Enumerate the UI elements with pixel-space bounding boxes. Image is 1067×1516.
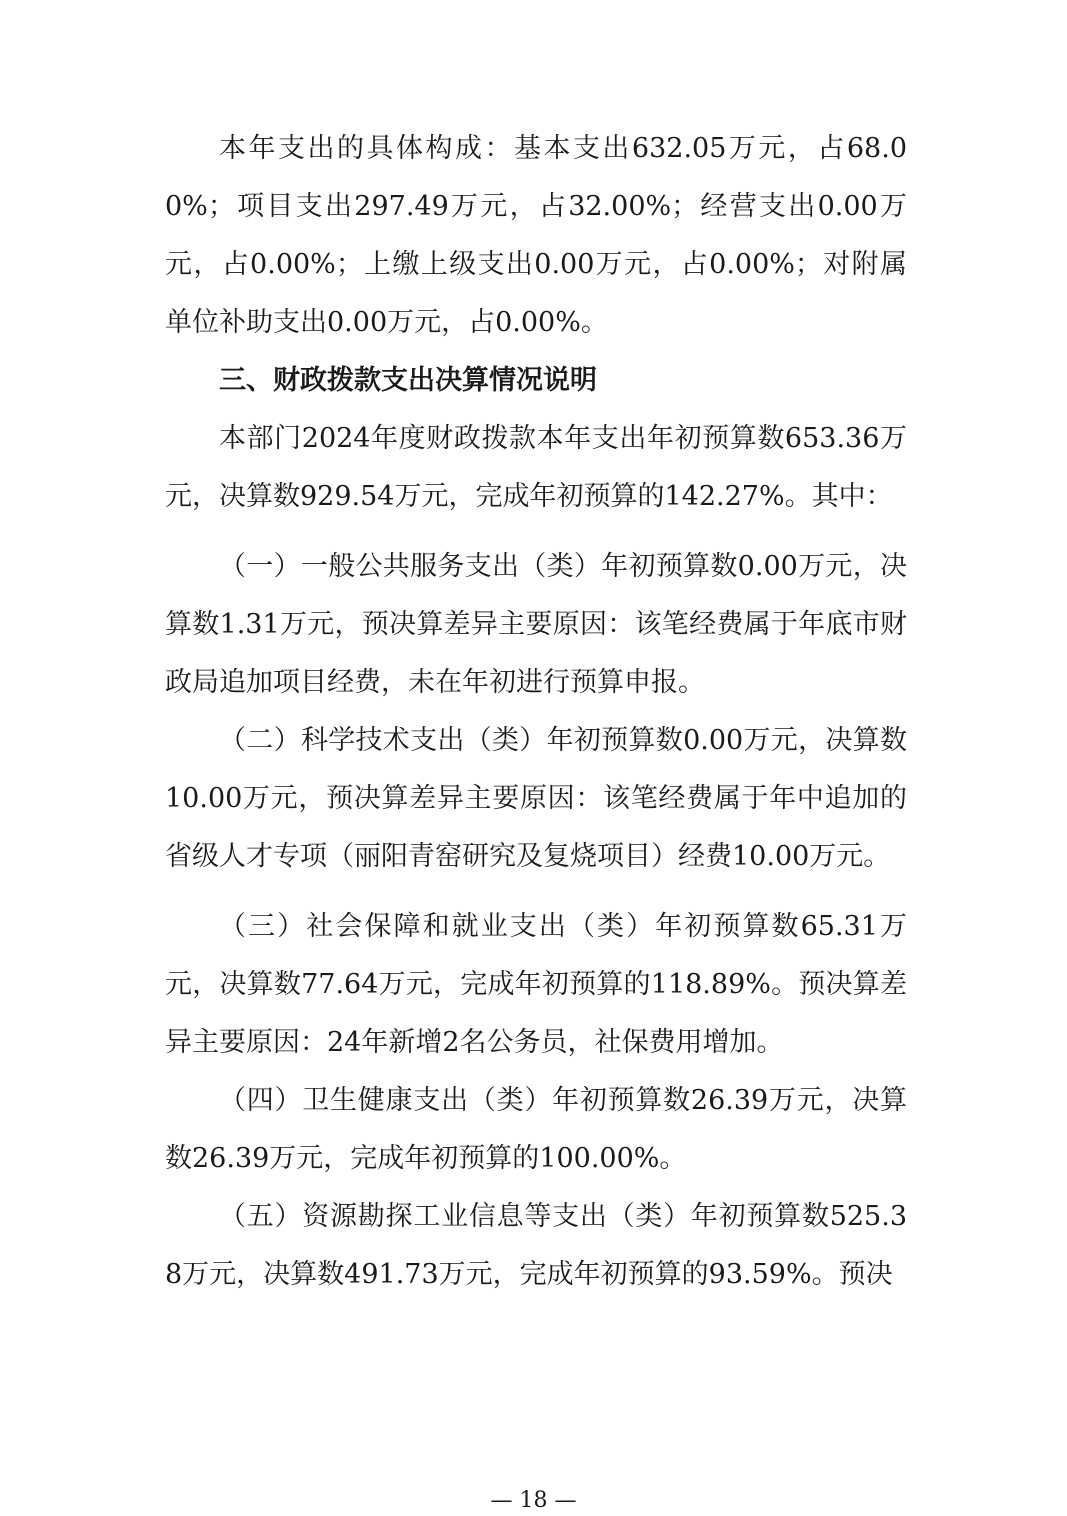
paragraph-item-science-technology: （二）科学技术支出（类）年初预算数0.00万元，决算数10.00万元，预决算差异主要原因：该笔经费属于年中追加的省级人才专项（丽阳青窑研究及复烧项目）经费10.00万元。 — [165, 725, 907, 872]
paragraph-fiscal-summary: 本部门2024年度财政拨款本年支出年初预算数653.36万元，决算数929.54万元，完成年初预算的142.27%。其中： — [165, 423, 907, 512]
page-number: — 18 — — [490, 1488, 577, 1513]
section-heading-fiscal-expenditure: 三、财政拨款支出决算情况说明 — [219, 365, 597, 396]
paragraph-item-general-public-services: （一）一般公共服务支出（类）年初预算数0.00万元，决算数1.31万元，预决算差异主要原因：该笔经费属于年底市财政局追加项目经费，未在年初进行预算申报。 — [165, 551, 907, 698]
page-body — [165, 120, 907, 1304]
paragraph-expense-composition: 本年支出的具体构成：基本支出632.05万元，占68.00%；项目支出297.49万元，占32.00%；经营支出0.00万元，占0.00%；上缴上级支出0.00万元，占0.00%；对附属单位补助支出0.00万元，占0.00%。 — [165, 133, 907, 338]
paragraph-item-resource-exploration: （五）资源勘探工业信息等支出（类）年初预算数525.38万元，决算数491.73万元，完成年初预算的93.59%。预决 — [165, 1201, 907, 1290]
paragraph-item-social-security: （三）社会保障和就业支出（类）年初预算数65.31万元，决算数77.64万元，完成年初预算的118.89%。预决算差异主要原因：24年新增2名公务员，社保费用增加。 — [165, 911, 907, 1058]
paragraph-item-health: （四）卫生健康支出（类）年初预算数26.39万元，决算数26.39万元，完成年初预算的100.00%。 — [165, 1085, 907, 1174]
